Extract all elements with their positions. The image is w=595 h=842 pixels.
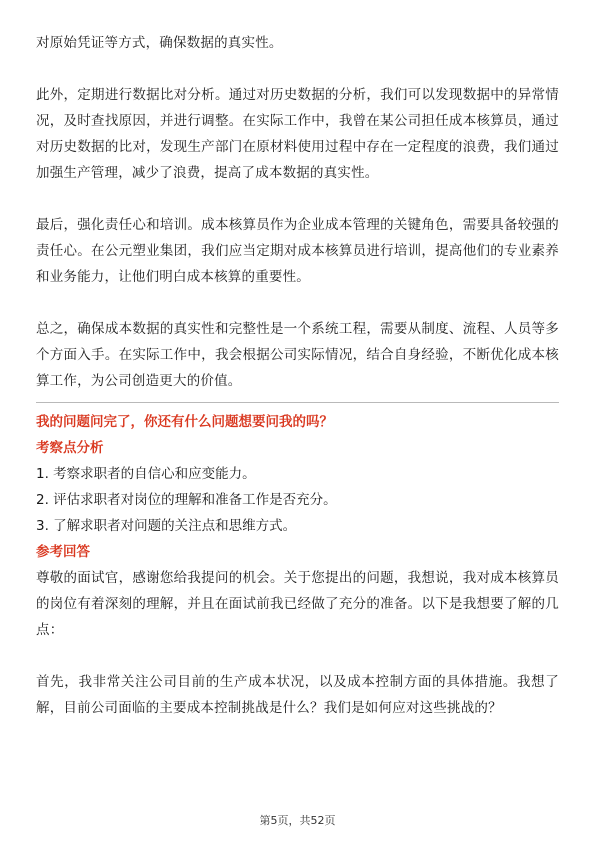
paragraph-gap bbox=[36, 290, 559, 316]
answer-paragraph: 尊敬的面试官，感谢您给我提问的机会。关于您提出的问题，我想说，我对成本核算员的岗位有着深刻的理解，并且在面试前我已经做了充分的准备。以下是我想要了解的几点： bbox=[36, 570, 559, 638]
paragraph-gap bbox=[36, 56, 559, 82]
analysis-heading: 考察点分析 bbox=[36, 440, 104, 456]
list-item: 3. 了解求职者对问题的关注点和思维方式。 bbox=[36, 518, 297, 534]
section-divider bbox=[36, 402, 559, 403]
paragraph-gap bbox=[36, 643, 559, 669]
answer-heading: 参考回答 bbox=[36, 544, 90, 560]
list-item: 2. 评估求职者对岗位的理解和准备工作是否充分。 bbox=[36, 492, 337, 508]
body-paragraph: 最后，强化责任心和培训。成本核算员作为企业成本管理的关键角色，需要具备较强的责任心。在公元塑业集团，我们应当定期对成本核算员进行培训，提高他们的专业素养和业务能力，让他们明白成本核算的重要性。 bbox=[36, 217, 559, 285]
paragraph-gap bbox=[36, 186, 559, 212]
body-paragraph: 总之，确保成本数据的真实性和完整性是一个系统工程，需要从制度、流程、人员等多个方面入手。在实际工作中，我会根据公司实际情况，结合自身经验，不断优化成本核算工作，为公司创造更大的价值。 bbox=[36, 321, 559, 389]
analysis-list bbox=[36, 461, 559, 539]
list-item: 1. 考察求职者的自信心和应变能力。 bbox=[36, 466, 256, 482]
body-paragraph: 对原始凭证等方式，确保数据的真实性。 bbox=[36, 35, 283, 51]
body-paragraph: 此外，定期进行数据比对分析。通过对历史数据的分析，我们可以发现数据中的异常情况，及时查找原因，并进行调整。在实际工作中，我曾在某公司担任成本核算员，通过对历史数据的比对，发现生产部门在原材料使用过程中存在一定程度的浪费，我们通过加强生产管理，减少了浪费，提高了成本数据的真实性。 bbox=[36, 87, 559, 181]
interview-question: 我的问题问完了，你还有什么问题想要问我的吗？ bbox=[36, 414, 333, 430]
answer-paragraph: 首先，我非常关注公司目前的生产成本状况，以及成本控制方面的具体措施。我想了解，目前公司面临的主要成本控制挑战是什么？我们是如何应对这些挑战的？ bbox=[36, 674, 559, 716]
page-number-footer: 第5页，共52页 bbox=[259, 814, 336, 827]
document-page bbox=[36, 30, 559, 721]
